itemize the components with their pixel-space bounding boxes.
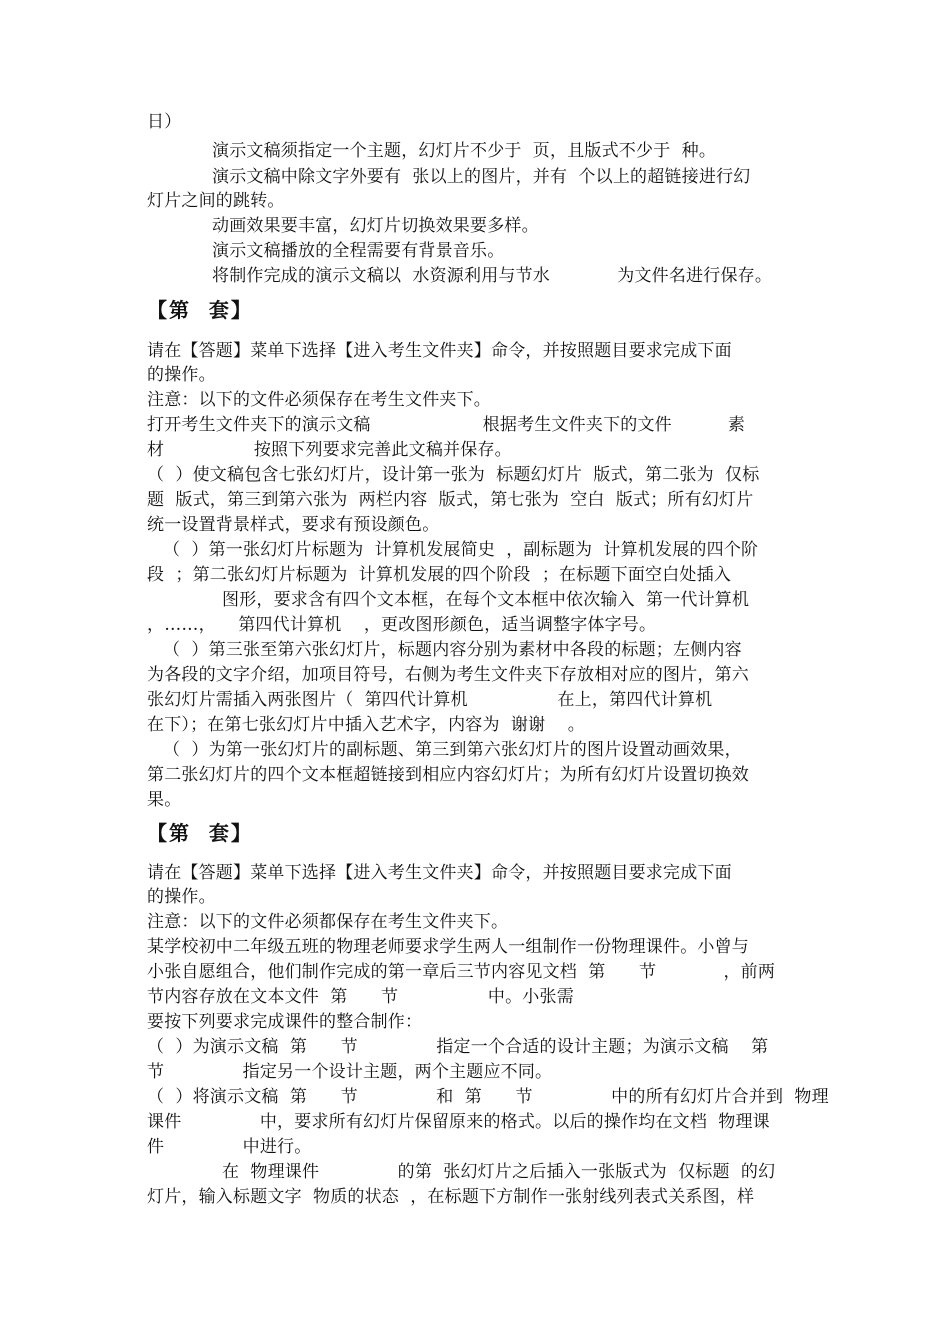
- text-line: 材 按照下列要求完善此文稿并保存。: [147, 440, 512, 460]
- section-heading: 【第 套】: [147, 298, 253, 322]
- text-line: 统一设置背景样式，要求有预设颜色。: [147, 515, 440, 535]
- text-line: 为各段的文字介绍，加项目符号，右侧为考生文件夹下存放相对应的图片，第六: [147, 665, 749, 685]
- text-line: 的操作。: [147, 365, 216, 385]
- text-line: 演示文稿中除文字外要有 张以上的图片，并有 个以上的超链接进行幻: [212, 167, 751, 187]
- text-line: 节 指定另一个设计主题，两个主题应不同。: [147, 1062, 553, 1082]
- text-line: 请在【答题】菜单下选择【进入考生文件夹】命令，并按照题目要求完成下面: [147, 863, 732, 883]
- text-line: 演示文稿须指定一个主题，幻灯片不少于 页，且版式不少于 种。: [212, 141, 717, 161]
- text-line: 段 ；第二张幻灯片标题为 计算机发展的四个阶段 ；在标题下面空白处插入: [147, 565, 732, 585]
- text-line: 灯片之间的跳转。: [147, 191, 285, 211]
- text-line: （ ）第三张至第六张幻灯片，标题内容分别为素材中各段的标题；左侧内容: [163, 640, 742, 660]
- text-line: 注意：以下的文件必须都保存在考生文件夹下。: [147, 912, 509, 932]
- text-line: 请在【答题】菜单下选择【进入考生文件夹】命令，并按照题目要求完成下面: [147, 341, 732, 361]
- text-line: 果。: [147, 790, 182, 810]
- text-line: 张幻灯片需插入两张图片（ 第四代计算机 在上，第四代计算机: [147, 690, 713, 710]
- text-line: （ ）为演示文稿 第 节 指定一个合适的设计主题；为演示文稿 第: [147, 1037, 769, 1057]
- text-line: 在下）；在第七张幻灯片中插入艺术字，内容为 谢谢 。: [147, 715, 585, 735]
- text-line: （ ）为第一张幻灯片的副标题、第三到第六张幻灯片的图片设置动画效果，: [163, 740, 742, 760]
- text-line: 注意：以下的文件必须保存在考生文件夹下。: [147, 390, 491, 410]
- text-line: （ ）第一张幻灯片标题为 计算机发展简史 ，副标题为 计算机发展的四个阶: [163, 540, 759, 560]
- section-heading: 【第 套】: [147, 821, 253, 845]
- text-line: 的操作。: [147, 887, 216, 907]
- text-line: 在 物理课件 的第 张幻灯片之后插入一张版式为 仅标题 的幻: [222, 1162, 776, 1182]
- text-line: 第二张幻灯片的四个文本框超链接到相应内容幻灯片；为所有幻灯片设置切换效: [147, 765, 749, 785]
- text-line: （ ）将演示文稿 第 节 和 第 节 中的所有幻灯片合并到 物理: [147, 1087, 829, 1107]
- text-line: 某学校初中二年级五班的物理老师要求学生两人一组制作一份物理课件。小曾与: [147, 937, 749, 957]
- text-line: 小张自愿组合，他们制作完成的第一章后三节内容见文档 第 节 ，前两: [147, 962, 776, 982]
- text-line: （ ）使文稿包含七张幻灯片，设计第一张为 标题幻灯片 版式，第二张为 仅标: [147, 465, 760, 485]
- text-line: 动画效果要丰富，幻灯片切换效果要多样。: [212, 216, 539, 236]
- text-line: 节内容存放在文本文件 第 节 中。小张需: [147, 987, 574, 1007]
- text-line: 要按下列要求完成课件的整合制作：: [147, 1012, 423, 1032]
- text-line: 课件 中，要求所有幻灯片保留原来的格式。以后的操作均在文档 物理课: [147, 1112, 770, 1132]
- text-line: 件 中进行。: [147, 1137, 312, 1157]
- text-line: ，……， 第四代计算机 ，更改图形颜色，适当调整字体字号。: [147, 615, 657, 635]
- text-line: 演示文稿播放的全程需要有背景音乐。: [212, 241, 505, 261]
- text-line: 题 版式，第三到第六张为 两栏内容 版式，第七张为 空白 版式；所有幻灯片: [147, 490, 754, 510]
- text-line: 灯片，输入标题文字 物质的状态 ，在标题下方制作一张射线列表式关系图，样: [147, 1187, 755, 1207]
- text-line: 打开考生文件夹下的演示文稿 根据考生文件夹下的文件 素: [147, 415, 746, 435]
- text-line: 图形，要求含有四个文本框，在每个文本框中依次输入 第一代计算机: [222, 590, 750, 610]
- text-line: 将制作完成的演示文稿以 水资源利用与节水 为文件名进行保存。: [212, 266, 773, 286]
- text-line: 日）: [147, 112, 182, 132]
